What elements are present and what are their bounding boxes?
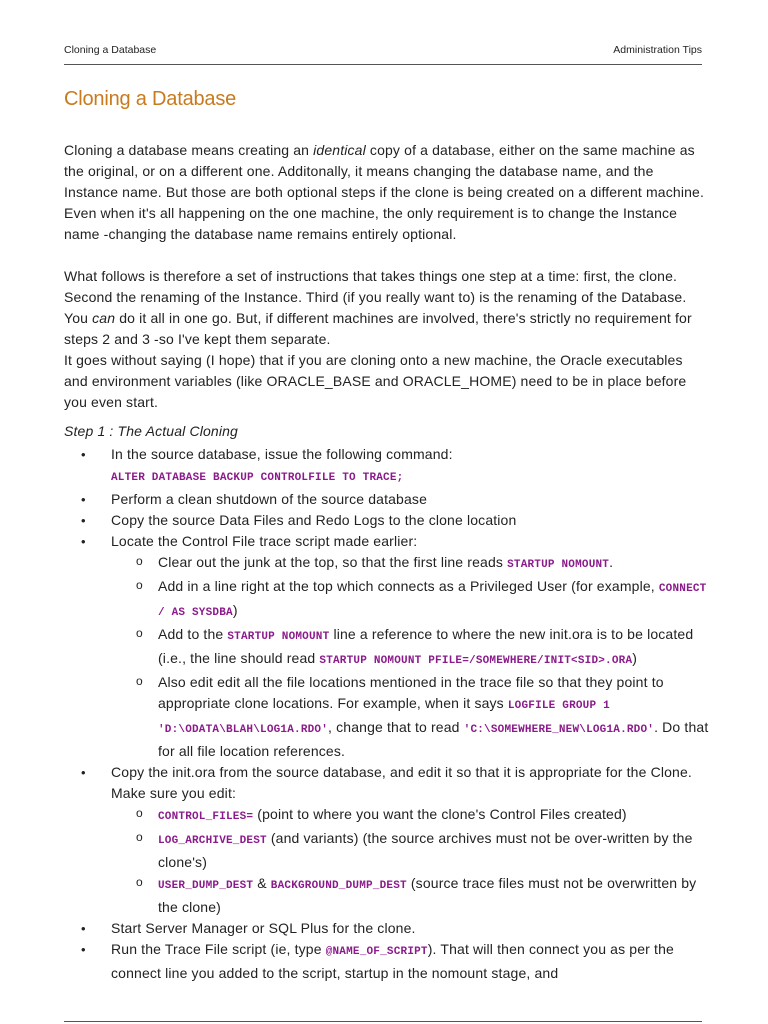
sub-list xyxy=(111,552,710,762)
list-item: • Copy the init.ora from the source database, and edit it so that it is appropriate for the Clone. Make sure you edit: o CONTROL_FILES= (point to where you want the clone's Control Files created) o LOG_ARCHIVE_DEST (and variants) (the source archives must not be over-written by the clone's) o USER_DUMP_DEST & BACKGROUND_DUMP_DEST (source trace files must not be overwritten by the clone) xyxy=(64,762,710,918)
intro-paragraph-1: Cloning a database means creating an identical copy of a database, either on the same machine as the original, or on a different one. Additonally, it means changing the database name, and the Instance name. But those are both optional steps if the clone is being created on a different machine. Even when it's all happening on the one machine, the only requirement is to change the Instance name -changing the database name remains entirely optional. xyxy=(64,142,704,242)
intro-paragraph-3: It goes without saying (I hope) that if you are cloning onto a new machine, the Oracle executables and environment variables (like ORACLE_BASE and ORACLE_HOME) need to be in place before you even start. xyxy=(64,352,687,410)
sub-list-item: o LOG_ARCHIVE_DEST (and variants) (the source archives must not be over-written by the clone's) xyxy=(111,828,710,873)
sub-list-item: o CONTROL_FILES= (point to where you want the clone's Control Files created) xyxy=(111,804,710,828)
step-list xyxy=(64,444,710,984)
sub-list xyxy=(111,804,710,918)
footer-divider xyxy=(64,1021,702,1022)
sub-list-item: o USER_DUMP_DEST & BACKGROUND_DUMP_DEST (source trace files must not be overwritten by the clone) xyxy=(111,873,710,918)
list-item: • Start Server Manager or SQL Plus for the clone. xyxy=(64,918,710,939)
list-item: • Copy the source Data Files and Redo Logs to the clone location xyxy=(64,510,710,531)
sub-list-item: o Also edit edit all the file locations mentioned in the trace file so that they point to appropriate clone locations. For example, when it says LOGFILE GROUP 1 'D:\ODATA\BLAH\LOG1A.RDO', change that to read 'C:\SOMEWHERE_NEW\LOG1A.RDO'. Do that for all file location references. xyxy=(111,672,710,762)
sub-list-item: o Clear out the junk at the top, so that the first line reads STARTUP NOMOUNT. xyxy=(111,552,710,576)
list-item: • Run the Trace File script (ie, type @NAME_OF_SCRIPT). That will then connect you as per the connect line you added to the script, startup in the nomount stage, and xyxy=(64,939,710,984)
list-item: • In the source database, issue the following command: ALTER DATABASE BACKUP CONTROLFILE TO TRACE; xyxy=(64,444,710,489)
document-body xyxy=(64,140,710,984)
header-left: Cloning a Database xyxy=(64,44,157,56)
list-item: • Locate the Control File trace script made earlier: o Clear out the junk at the top, so that the first line reads STARTUP NOMOUNT. o Add in a line right at the top which connects as a Privileged User (for example, CONNECT / AS SYSDBA) o Add to the STARTUP NOMOUNT line a reference to where the new init.ora is to be located (i.e., the line should read STARTUP NOMOUNT PFILE=/SOMEWHERE/INIT<SID>.ORA) o Also edit edit all the file locations mentioned in the trace file so that they point to appropriate clone locations. For example, when it says LOGFILE GROUP 1 'D:\ODATA\BLAH\LOG1A.RDO', change that to read 'C:\SOMEWHERE_NEW\LOG1A.RDO'. Do that for all file location references. xyxy=(64,531,710,762)
header-divider xyxy=(64,64,702,65)
sub-list-item: o Add in a line right at the top which connects as a Privileged User (for example, CONNECT / AS SYSDBA) xyxy=(111,576,710,624)
sub-list-item: o Add to the STARTUP NOMOUNT line a reference to where the new init.ora is to be located (i.e., the line should read STARTUP NOMOUNT PFILE=/SOMEWHERE/INIT<SID>.ORA) xyxy=(111,624,710,672)
step-heading: Step 1 : The Actual Cloning xyxy=(64,423,238,439)
code-snippet: ALTER DATABASE BACKUP CONTROLFILE TO TRACE; xyxy=(111,472,404,484)
header-right: Administration Tips xyxy=(613,44,702,56)
page-title: Cloning a Database xyxy=(64,88,237,110)
list-item: • Perform a clean shutdown of the source database xyxy=(64,489,710,510)
intro-paragraph-2: What follows is therefore a set of instructions that takes things one step at a time: first, the clone. Second the renaming of the Instance. Third (if you really want to) is the renaming of the Database. You can do it all in one go. But, if different machines are involved, there's strictly no requirement for steps 2 and 3 -so I've kept them separate. xyxy=(64,268,692,347)
